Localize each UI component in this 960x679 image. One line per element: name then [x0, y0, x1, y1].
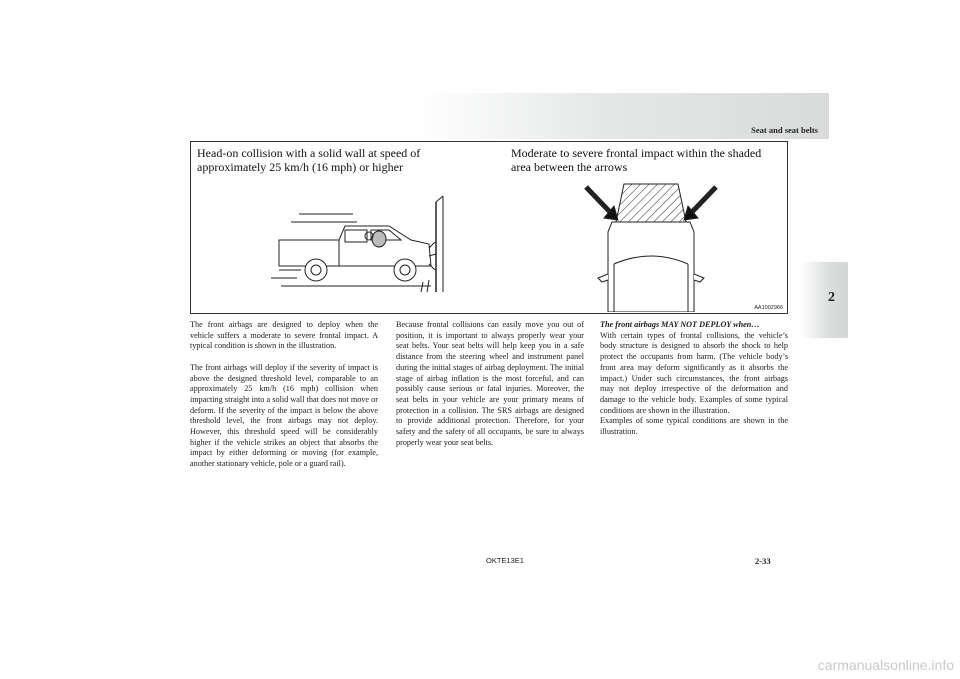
paragraph: Examples of some typical conditions are shown in the illustration. — [600, 416, 788, 437]
chapter-tab[interactable] — [800, 262, 848, 338]
chapter-number: 2 — [828, 290, 835, 305]
text-column-3 — [600, 320, 788, 438]
paragraph: The front airbags are designed to deploy when the vehicle suffers a moderate to severe frontal impact. A typical condition is shown in the illustration. — [190, 320, 378, 351]
paragraph: With certain types of frontal collisions, the vehicle’s body structure is designed to absorb the shock to help protect the occupants from harm. (The vehicle body’s front area may deform significantly as it absorbs the impact.) Under such circumstances, the front airbags may not deploy irrespective of the deformation and damage to the vehicle body. Examples of some typical conditions are shown in the illustration. — [600, 330, 788, 415]
section-title: Seat and seat belts — [751, 125, 818, 135]
watermark[interactable]: carmanualsonline.info — [817, 657, 954, 673]
truck-wall-collision-illustration — [261, 192, 461, 302]
text-column-2 — [396, 320, 584, 459]
page-number: 2-33 — [755, 556, 771, 566]
illustration-frame — [190, 141, 788, 314]
figure-code: AA1002966 — [754, 305, 783, 311]
paragraph: The front airbags will deploy if the severity of impact is above the designed threshold level, comparable to an approximately 25 km/h (16 mph) collision when impacting straight into a solid wall that does not move or deform. If the severity of the impact is below the above threshold level, the front airbags may not deploy. However, this threshold speed will be considerably higher if the vehicle strikes an object that absorbs the impact by either deforming or moving (for example, another stationary vehicle, pole or a guard rail). — [190, 362, 378, 469]
document-code: OKTE13E1 — [486, 556, 524, 565]
frontal-impact-zone-illustration — [566, 182, 736, 312]
right-caption: Moderate to severe frontal impact within the shaded area between the arrows — [511, 146, 762, 174]
section-subheading: The front airbags MAY NOT DEPLOY when… — [600, 320, 760, 329]
text-column-1 — [190, 320, 378, 481]
left-caption: Head-on collision with a solid wall at speed of approximately 25 km/h (16 mph) or higher — [197, 146, 421, 174]
paragraph: Because frontal collisions can easily move you out of position, it is important to always properly wear your seat belts. Your seat belts will help keep you in a safe distance from the steering wheel and instrument panel during the initial stages of airbag deployment. The initial stage of airbag inflation is the most forceful, and can possibly cause serious or fatal injuries. Moreover, the seat belts in your vehicle are your primary means of protection in a collision. The SRS airbags are designed to provide additional protection. Therefore, for your safety and the safety of all occupants, be sure to always properly wear your seat belts. — [396, 320, 584, 447]
